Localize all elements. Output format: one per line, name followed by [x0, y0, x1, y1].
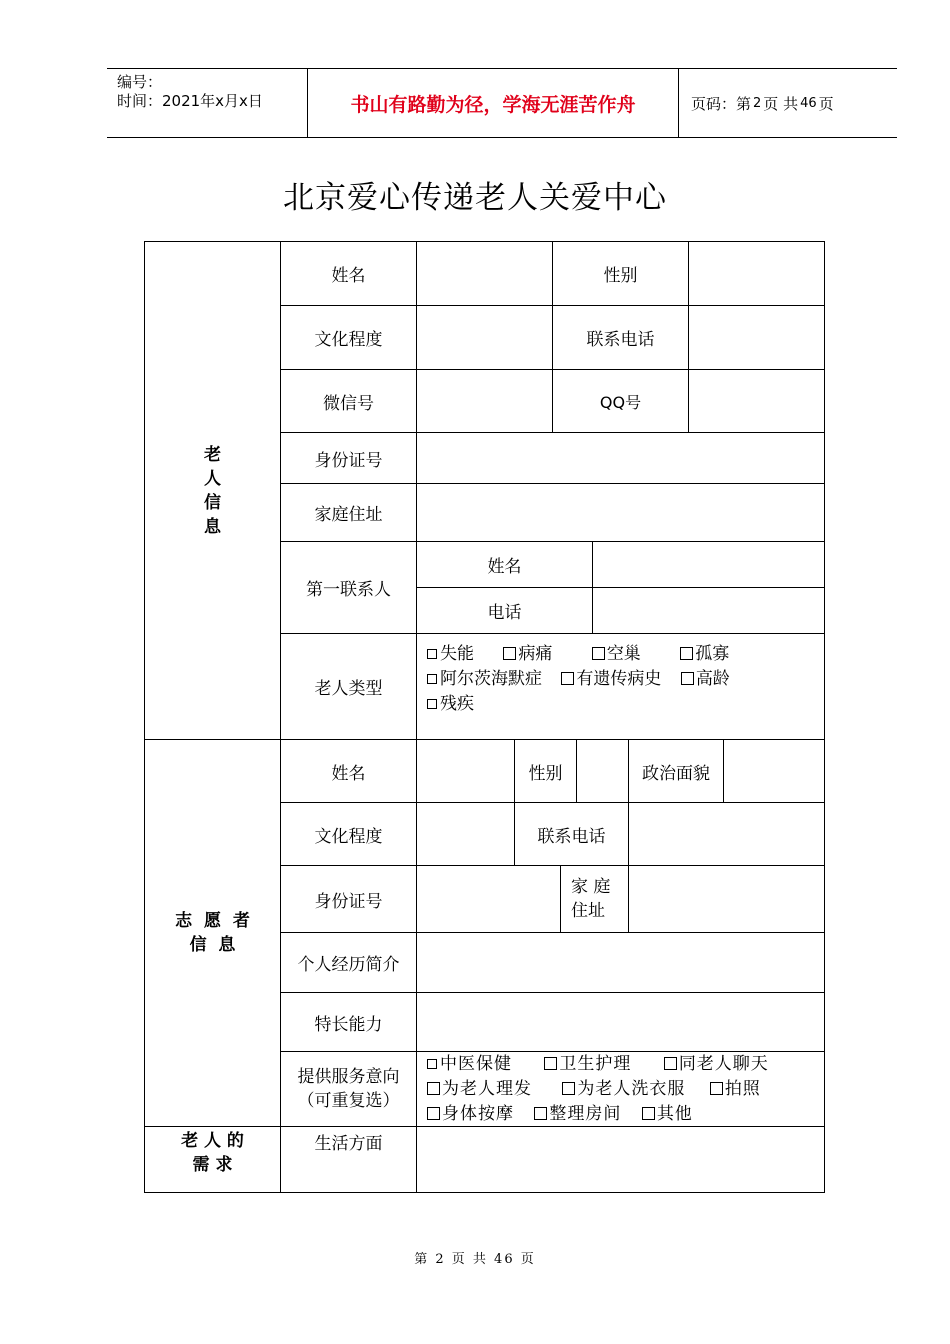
needs-section-label: [144, 1126, 281, 1193]
page-title: 北京爱心传递老人关爱中心: [283, 180, 667, 216]
elder-type-options: [416, 633, 825, 740]
vol-education-field[interactable]: [416, 802, 515, 866]
volunteer-section-line: 志 愿 者: [175, 911, 250, 931]
checkbox-icon[interactable]: [427, 699, 437, 709]
vol-id-field[interactable]: [416, 865, 561, 933]
checkbox-icon[interactable]: [681, 672, 694, 685]
checkbox-icon[interactable]: [427, 1059, 437, 1069]
page-footer: 第 2 页 共 46 页: [414, 1252, 536, 1267]
needs-section-line: 老 人 的: [181, 1131, 244, 1151]
checkbox-icon[interactable]: [562, 1082, 575, 1095]
page-mid: 页 共: [763, 94, 799, 113]
contact-phone-field[interactable]: [592, 587, 825, 634]
motto: 书山有路勤为径，学海无涯苦作舟: [350, 93, 636, 116]
option-handicap[interactable]: 残疾: [427, 694, 474, 714]
service-row: [427, 1052, 769, 1077]
page-number: 2: [753, 95, 762, 111]
motto-box: [307, 69, 679, 137]
vol-name-field[interactable]: [416, 739, 515, 803]
vol-gender-label: 性别: [514, 739, 577, 803]
contact-name-field[interactable]: [592, 541, 825, 588]
checkbox-icon[interactable]: [592, 647, 605, 660]
vol-phone-label: 联系电话: [514, 802, 629, 866]
elder-section-char: 信: [204, 492, 221, 513]
option-hygiene[interactable]: 卫生护理: [544, 1054, 631, 1074]
elder-type-row: [427, 667, 744, 692]
elder-type-row: [427, 692, 488, 717]
page-total: 46: [800, 95, 817, 111]
checkbox-icon[interactable]: [427, 649, 437, 659]
vol-service-label-line: 提供服务意向: [297, 1067, 400, 1087]
vol-politics-label: 政治面貌: [628, 739, 724, 803]
elder-section-char: 息: [204, 516, 221, 537]
elder-address-field[interactable]: [416, 483, 825, 542]
elder-qq-label: QQ号: [552, 369, 689, 433]
page-label: 页码：第: [691, 94, 752, 113]
elder-name-field[interactable]: [416, 241, 553, 306]
elder-id-label: 身份证号: [280, 432, 417, 484]
vol-address-label: [560, 865, 629, 933]
elder-phone-label: 联系电话: [552, 305, 689, 370]
header-meta: [107, 69, 307, 137]
option-alzheimers[interactable]: 阿尔茨海默症: [427, 669, 542, 689]
service-row: [427, 1102, 707, 1127]
code-label: 编号：: [117, 73, 163, 91]
service-row: [427, 1077, 761, 1102]
elder-id-field[interactable]: [416, 432, 825, 484]
vol-gender-field[interactable]: [576, 739, 629, 803]
option-tidy-room[interactable]: 整理房间: [534, 1104, 621, 1124]
page-end: 页: [818, 94, 834, 113]
checkbox-icon[interactable]: [427, 1082, 440, 1095]
elder-type-row: [427, 642, 743, 667]
checkbox-icon[interactable]: [427, 1107, 440, 1120]
elder-section-label: [144, 241, 281, 740]
option-other[interactable]: 其他: [642, 1104, 693, 1124]
checkbox-icon[interactable]: [427, 674, 437, 684]
elder-education-field[interactable]: [416, 305, 553, 370]
vol-phone-field[interactable]: [628, 802, 825, 866]
option-haircut[interactable]: 为老人理发: [427, 1079, 532, 1099]
checkbox-icon[interactable]: [503, 647, 516, 660]
vol-address-label-line: 住址: [571, 901, 605, 921]
option-laundry[interactable]: 为老人洗衣服: [562, 1079, 685, 1099]
option-photo[interactable]: 拍照: [710, 1079, 761, 1099]
elder-contact-label: 第一联系人: [280, 541, 417, 634]
elder-name-label: 姓名: [280, 241, 417, 306]
option-empty-nest[interactable]: 空巢: [592, 644, 641, 664]
needs-section-line: 需 求: [192, 1155, 233, 1175]
elder-wechat-label: 微信号: [280, 369, 417, 433]
option-disabled[interactable]: 失能: [427, 644, 474, 664]
checkbox-icon[interactable]: [680, 647, 693, 660]
registration-form: [144, 241, 825, 1193]
vol-address-field[interactable]: [628, 865, 825, 933]
vol-service-options: [416, 1051, 825, 1127]
elder-section-char: 老: [204, 444, 221, 465]
vol-service-label-line: （可重复选）: [297, 1091, 400, 1111]
checkbox-icon[interactable]: [561, 672, 574, 685]
vol-skills-field[interactable]: [416, 992, 825, 1052]
vol-politics-field[interactable]: [723, 739, 825, 803]
checkbox-icon[interactable]: [544, 1057, 557, 1070]
contact-phone-label: 电话: [416, 587, 593, 634]
option-elderly[interactable]: 高龄: [681, 669, 730, 689]
page-indicator: [679, 69, 897, 137]
option-massage[interactable]: 身体按摩: [427, 1104, 514, 1124]
vol-education-label: 文化程度: [280, 802, 417, 866]
elder-qq-field[interactable]: [688, 369, 825, 433]
elder-address-label: 家庭住址: [280, 483, 417, 542]
needs-life-field[interactable]: [416, 1126, 825, 1193]
vol-skills-label: 特长能力: [280, 992, 417, 1052]
elder-education-label: 文化程度: [280, 305, 417, 370]
needs-life-label: 生活方面: [280, 1126, 417, 1193]
volunteer-section-line: 信 息: [189, 935, 236, 955]
checkbox-icon[interactable]: [710, 1082, 723, 1095]
option-tcm[interactable]: 中医保健: [427, 1054, 512, 1074]
elder-wechat-field[interactable]: [416, 369, 553, 433]
elder-gender-field[interactable]: [688, 241, 825, 306]
volunteer-section-label: [144, 739, 281, 1127]
vol-resume-field[interactable]: [416, 932, 825, 993]
elder-gender-label: 性别: [552, 241, 689, 306]
option-hereditary[interactable]: 有遗传病史: [561, 669, 661, 689]
page-header: [107, 68, 897, 138]
elder-type-label: 老人类型: [280, 633, 417, 740]
option-chat[interactable]: 同老人聊天: [664, 1054, 769, 1074]
contact-name-label: 姓名: [416, 541, 593, 588]
elder-section-char: 人: [204, 468, 221, 489]
checkbox-icon[interactable]: [642, 1107, 655, 1120]
time-label: 时间：2021年x月x日: [117, 92, 263, 110]
vol-name-label: 姓名: [280, 739, 417, 803]
option-illness[interactable]: 病痛: [503, 644, 552, 664]
vol-resume-label: 个人经历简介: [280, 932, 417, 993]
elder-phone-field[interactable]: [688, 305, 825, 370]
vol-service-label: [280, 1051, 417, 1127]
vol-id-label: 身份证号: [280, 865, 417, 933]
option-widowed[interactable]: 孤寡: [680, 644, 729, 664]
checkbox-icon[interactable]: [664, 1057, 677, 1070]
vol-address-label-line: 家 庭: [571, 877, 611, 897]
checkbox-icon[interactable]: [534, 1107, 547, 1120]
